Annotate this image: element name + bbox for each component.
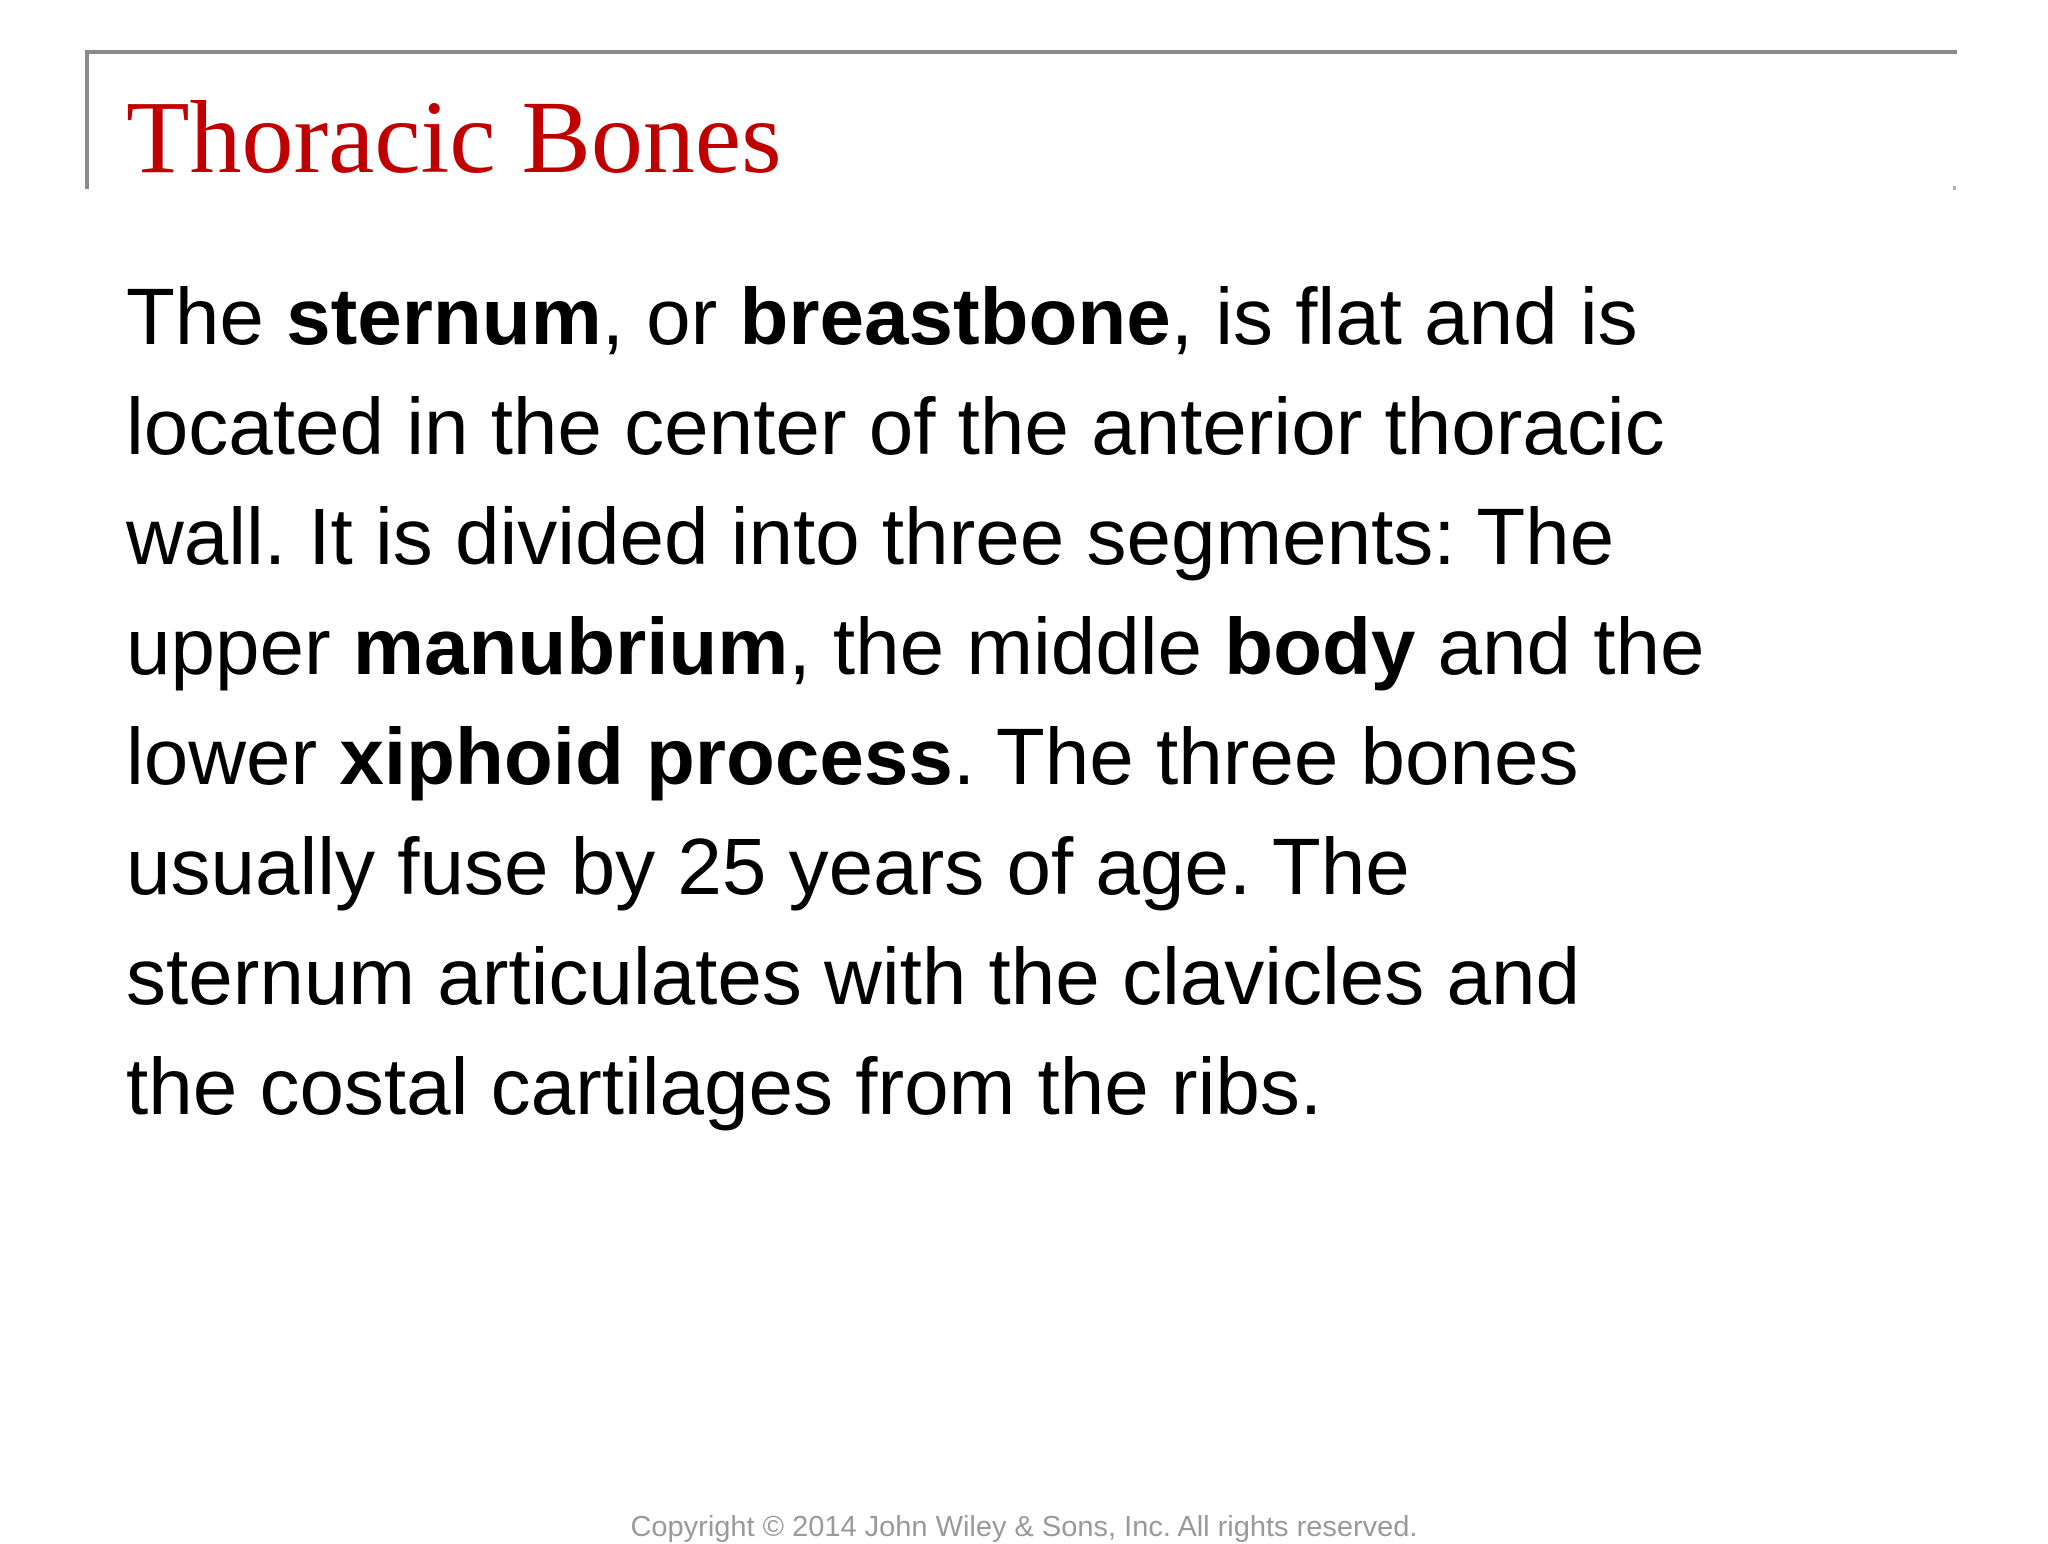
body-text-run: upper — [126, 602, 353, 691]
body-line — [126, 372, 1966, 482]
body-text-run: sternum articulates with the clavicles and — [126, 932, 1580, 1021]
body-text-run: , the middle — [788, 602, 1225, 691]
body-text-run: The — [126, 272, 287, 361]
title-frame-left-rule — [85, 50, 89, 189]
slide-body-text — [126, 262, 1966, 1142]
bold-term: sternum — [286, 272, 602, 361]
body-text-run: , is flat and is — [1170, 272, 1638, 361]
body-text-run: , or — [601, 272, 740, 361]
body-line — [126, 702, 1966, 812]
bold-term: breastbone — [739, 272, 1171, 361]
body-line — [126, 922, 1966, 1032]
copyright-notice: Copyright © 2014 John Wiley & Sons, Inc. All rights reserved. — [630, 1511, 1418, 1543]
body-text-run: the costal cartilages from the ribs. — [126, 1042, 1323, 1131]
bold-term: body — [1224, 602, 1416, 691]
slide-title: Thoracic Bones — [126, 80, 782, 195]
body-text-run: and the — [1415, 602, 1705, 691]
body-line — [126, 482, 1966, 592]
body-text-run: . The three bones — [952, 712, 1579, 801]
title-frame-top-rule — [85, 50, 1957, 54]
title-frame-end-mark — [1953, 186, 1956, 190]
body-line — [126, 1032, 1966, 1142]
body-text-run: wall. It is divided into three segments: The — [126, 492, 1615, 581]
body-line — [126, 592, 1966, 702]
bold-term: xiphoid process — [339, 712, 953, 801]
bold-term: manubrium — [352, 602, 789, 691]
body-line — [126, 262, 1966, 372]
body-text-run: usually fuse by 25 years of age. The — [126, 822, 1410, 911]
body-line — [126, 812, 1966, 922]
body-text-run: located in the center of the anterior thoracic — [126, 382, 1665, 471]
body-text-run: lower — [126, 712, 340, 801]
